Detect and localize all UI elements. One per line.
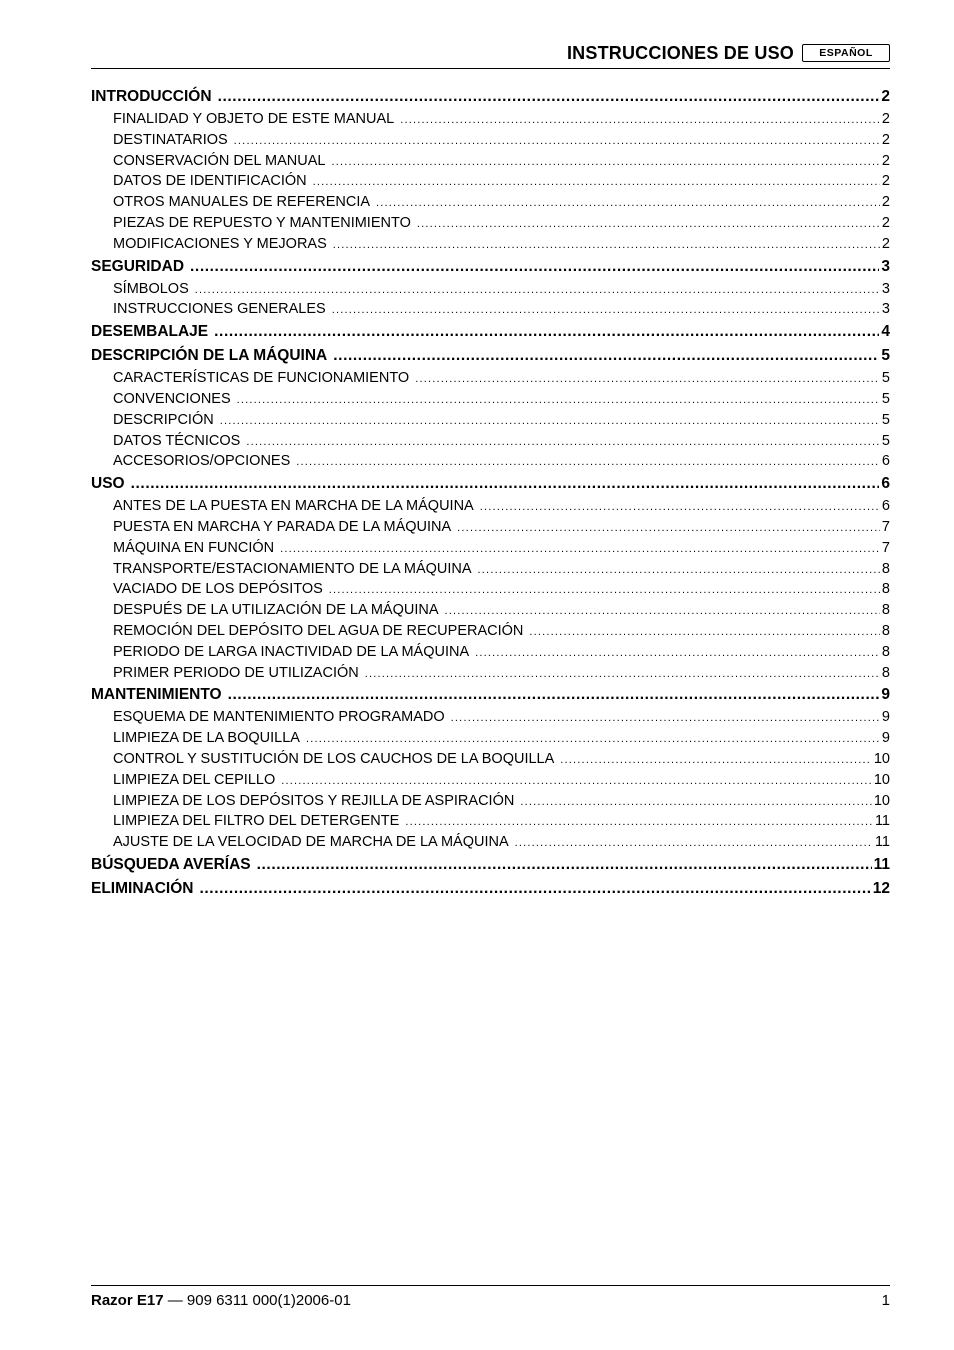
toc-entry-title: DATOS TÉCNICOS: [113, 432, 241, 449]
toc-entry-title: TRANSPORTE/ESTACIONAMIENTO DE LA MÁQUINA: [113, 560, 472, 577]
toc-entry-title: CONVENCIONES: [113, 390, 231, 407]
toc-entry-page: 9: [881, 686, 890, 704]
toc-entry-title: DESPUÉS DE LA UTILIZACIÓN DE LA MÁQUINA: [113, 602, 439, 619]
toc-dot-leader: [520, 792, 872, 812]
toc-dot-leader: [214, 320, 879, 344]
toc-subsection-entry[interactable]: [91, 151, 890, 172]
toc-entry-page: 7: [881, 518, 890, 535]
toc-dot-leader: [515, 833, 873, 853]
toc-entry-title: CARACTERÍSTICAS DE FUNCIONAMIENTO: [113, 370, 410, 387]
toc-entry-page: 2: [881, 214, 890, 231]
toc-entry-title: LIMPIEZA DEL FILTRO DEL DETERGENTE: [113, 813, 400, 830]
toc-entry-page: 8: [881, 560, 890, 577]
toc-entry-page: 9: [881, 730, 890, 747]
toc-entry-page: 12: [872, 879, 890, 897]
toc-dot-leader: [306, 729, 880, 749]
toc-dot-leader: [415, 369, 880, 389]
toc-entry-title: DESTINATARIOS: [113, 131, 228, 148]
toc-dot-leader: [365, 664, 880, 684]
toc-entry-title: DESEMBALAJE: [91, 323, 209, 341]
toc-entry-page: 2: [881, 131, 890, 148]
toc-entry-page: 6: [881, 475, 890, 493]
toc-dot-leader: [220, 411, 880, 431]
toc-entry-title: LIMPIEZA DEL CEPILLO: [113, 771, 276, 788]
toc-dot-leader: [560, 750, 872, 770]
toc-entry-page: 5: [881, 411, 890, 428]
toc-subsection-entry[interactable]: [91, 728, 890, 749]
toc-subsection-entry[interactable]: [91, 410, 890, 431]
toc-entry-page: 4: [881, 323, 890, 341]
toc-subsection-entry[interactable]: [91, 791, 890, 812]
toc-dot-leader: [475, 643, 880, 663]
toc-entry-title: DESCRIPCIÓN: [113, 411, 214, 428]
toc-entry-page: 10: [873, 771, 890, 788]
toc-dot-leader: [228, 683, 880, 707]
footer-doc-info: [91, 1292, 351, 1309]
toc-entry-title: INSTRUCCIONES GENERALES: [113, 301, 326, 318]
toc-subsection-entry[interactable]: [91, 811, 890, 832]
toc-subsection-entry[interactable]: [91, 368, 890, 389]
toc-entry-page: 6: [881, 453, 890, 470]
toc-entry-title: CONSERVACIÓN DEL MANUAL: [113, 152, 326, 169]
toc-entry-title: MANTENIMIENTO: [91, 686, 222, 704]
language-badge: ESPAÑOL: [802, 44, 890, 62]
toc-entry-title: MODIFICACIONES Y MEJORAS: [113, 235, 327, 252]
toc-dot-leader: [296, 452, 880, 472]
toc-entry-page: 7: [881, 539, 890, 556]
toc-dot-leader: [333, 344, 879, 368]
toc-entry-title: LIMPIEZA DE LOS DEPÓSITOS Y REJILLA DE ASPIRACIÓN: [113, 792, 515, 809]
toc-entry-page: 5: [881, 390, 890, 407]
toc-entry-title: ESQUEMA DE MANTENIMIENTO PROGRAMADO: [113, 709, 445, 726]
toc-subsection-entry[interactable]: [91, 770, 890, 791]
toc-subsection-entry[interactable]: [91, 579, 890, 600]
footer-doc-code: — 909 6311 000(1)2006-01: [163, 1292, 351, 1309]
toc-entry-title: LIMPIEZA DE LA BOQUILLA: [113, 730, 300, 747]
toc-entry-page: 10: [873, 750, 890, 767]
toc-entry-title: BÚSQUEDA AVERÍAS: [91, 855, 251, 873]
toc-dot-leader: [445, 601, 880, 621]
toc-entry-page: 2: [881, 111, 890, 127]
toc-section-entry[interactable]: [91, 472, 890, 496]
toc-entry-page: 9: [881, 709, 890, 726]
toc-subsection-entry[interactable]: [91, 496, 890, 517]
toc-section-entry[interactable]: [91, 853, 890, 877]
toc-entry-title: AJUSTE DE LA VELOCIDAD DE MARCHA DE LA MÁQUINA: [113, 834, 509, 851]
toc-entry-page: 8: [881, 602, 890, 619]
toc-subsection-entry[interactable]: [91, 299, 890, 320]
toc-subsection-entry[interactable]: [91, 600, 890, 621]
toc-entry-title: PERIODO DE LARGA INACTIVIDAD DE LA MÁQUINA: [113, 643, 470, 660]
toc-subsection-entry[interactable]: [91, 431, 890, 452]
toc-dot-leader: [417, 214, 880, 234]
toc-dot-leader: [529, 622, 880, 642]
toc-subsection-entry[interactable]: [91, 171, 890, 192]
toc-subsection-entry[interactable]: [91, 832, 890, 853]
toc-entry-page: 5: [881, 432, 890, 449]
page-footer: [91, 1285, 890, 1309]
toc-entry-title: ANTES DE LA PUESTA EN MARCHA DE LA MÁQUINA: [113, 498, 474, 515]
toc-entry-page: 2: [881, 173, 890, 190]
toc-dot-leader: [333, 235, 880, 255]
toc-entry-title: USO: [91, 475, 125, 493]
toc-entry-page: 3: [881, 257, 890, 275]
toc-entry-title: DESCRIPCIÓN DE LA MÁQUINA: [91, 347, 328, 365]
toc-entry-title: PRIMER PERIODO DE UTILIZACIÓN: [113, 664, 359, 681]
toc-entry-page: 8: [881, 622, 890, 639]
toc-entry-page: 2: [881, 194, 890, 211]
toc-subsection-entry[interactable]: [91, 749, 890, 770]
toc-entry-page: 5: [881, 347, 890, 365]
toc-entry-title: SÍMBOLOS: [113, 280, 189, 297]
toc-dot-leader: [218, 85, 880, 109]
page-header: [91, 38, 890, 69]
toc-entry-page: 8: [881, 581, 890, 598]
toc-section-entry[interactable]: [91, 255, 890, 279]
toc-entry-page: 10: [873, 792, 890, 809]
toc-subsection-entry[interactable]: [91, 130, 890, 151]
toc-subsection-entry[interactable]: [91, 707, 890, 728]
toc-dot-leader: [478, 560, 880, 580]
toc-dot-leader: [195, 280, 880, 300]
toc-dot-leader: [246, 432, 880, 452]
footer-page-number: 1: [881, 1292, 890, 1309]
toc-entry-title: REMOCIÓN DEL DEPÓSITO DEL AGUA DE RECUPERACIÓN: [113, 622, 524, 639]
toc-subsection-entry[interactable]: [91, 451, 890, 472]
toc-subsection-entry[interactable]: [91, 663, 890, 684]
toc-section-entry[interactable]: [91, 877, 890, 901]
toc-subsection-entry[interactable]: [91, 109, 890, 130]
toc-entry-page: 5: [881, 370, 890, 387]
toc-dot-leader: [199, 877, 870, 901]
toc-dot-leader: [257, 853, 872, 877]
header-title: INSTRUCCIONES DE USO: [566, 42, 794, 63]
toc-entry-page: 11: [873, 855, 890, 873]
toc-entry-title: CONTROL Y SUSTITUCIÓN DE LOS CAUCHOS DE LA BOQUILLA: [113, 750, 555, 767]
toc-entry-title: OTROS MANUALES DE REFERENCIA: [113, 194, 371, 211]
toc-section-entry[interactable]: [91, 85, 890, 109]
toc-entry-page: 2: [881, 235, 890, 252]
toc-entry-page: 11: [874, 834, 890, 851]
table-of-contents: [91, 85, 890, 901]
toc-entry-page: 6: [881, 498, 890, 515]
toc-dot-leader: [329, 580, 880, 600]
toc-section-entry[interactable]: [91, 344, 890, 368]
toc-entry-title: PUESTA EN MARCHA Y PARADA DE LA MÁQUINA: [113, 518, 452, 535]
toc-entry-page: 2: [881, 152, 890, 169]
toc-subsection-entry[interactable]: [91, 621, 890, 642]
toc-entry-page: 8: [881, 643, 890, 660]
toc-entry-title: SEGURIDAD: [91, 257, 185, 275]
toc-entry-page: 8: [881, 664, 890, 681]
toc-subsection-entry[interactable]: [91, 559, 890, 580]
toc-subsection-entry[interactable]: [91, 279, 890, 300]
toc-dot-leader: [480, 497, 880, 517]
toc-subsection-entry[interactable]: [91, 389, 890, 410]
toc-entry-title: FINALIDAD Y OBJETO DE ESTE MANUAL: [113, 111, 395, 127]
toc-dot-leader: [331, 152, 879, 172]
toc-dot-leader: [237, 390, 880, 410]
toc-entry-title: MÁQUINA EN FUNCIÓN: [113, 539, 275, 556]
footer-model: Razor E17: [91, 1292, 164, 1309]
toc-subsection-entry[interactable]: [91, 538, 890, 559]
toc-dot-leader: [405, 812, 873, 832]
toc-subsection-entry[interactable]: [91, 517, 890, 538]
toc-entry-page: 11: [874, 813, 890, 830]
toc-subsection-entry[interactable]: [91, 642, 890, 663]
toc-entry-title: DATOS DE IDENTIFICACIÓN: [113, 173, 307, 190]
toc-entry-page: 2: [881, 88, 890, 105]
toc-dot-leader: [376, 193, 880, 213]
toc-dot-leader: [280, 539, 880, 559]
toc-subsection-entry[interactable]: [91, 213, 890, 234]
toc-section-entry[interactable]: [91, 683, 890, 707]
toc-entry-title: PIEZAS DE REPUESTO Y MANTENIMIENTO: [113, 214, 411, 231]
toc-dot-leader: [281, 771, 872, 791]
toc-entry-title: VACIADO DE LOS DEPÓSITOS: [113, 581, 323, 598]
toc-dot-leader: [457, 518, 880, 538]
toc-dot-leader: [313, 172, 880, 192]
toc-dot-leader: [190, 255, 879, 279]
toc-dot-leader: [400, 110, 880, 130]
toc-dot-leader: [332, 300, 880, 320]
toc-entry-title: ACCESORIOS/OPCIONES: [113, 453, 291, 470]
toc-entry-page: 3: [881, 280, 890, 297]
toc-section-entry[interactable]: [91, 320, 890, 344]
toc-subsection-entry[interactable]: [91, 192, 890, 213]
toc-dot-leader: [234, 131, 880, 151]
toc-dot-leader: [131, 472, 880, 496]
toc-entry-title: INTRODUCCIÓN: [91, 88, 212, 105]
toc-dot-leader: [451, 708, 880, 728]
toc-entry-page: 3: [881, 301, 890, 318]
toc-subsection-entry[interactable]: [91, 234, 890, 255]
toc-entry-title: ELIMINACIÓN: [91, 879, 194, 897]
